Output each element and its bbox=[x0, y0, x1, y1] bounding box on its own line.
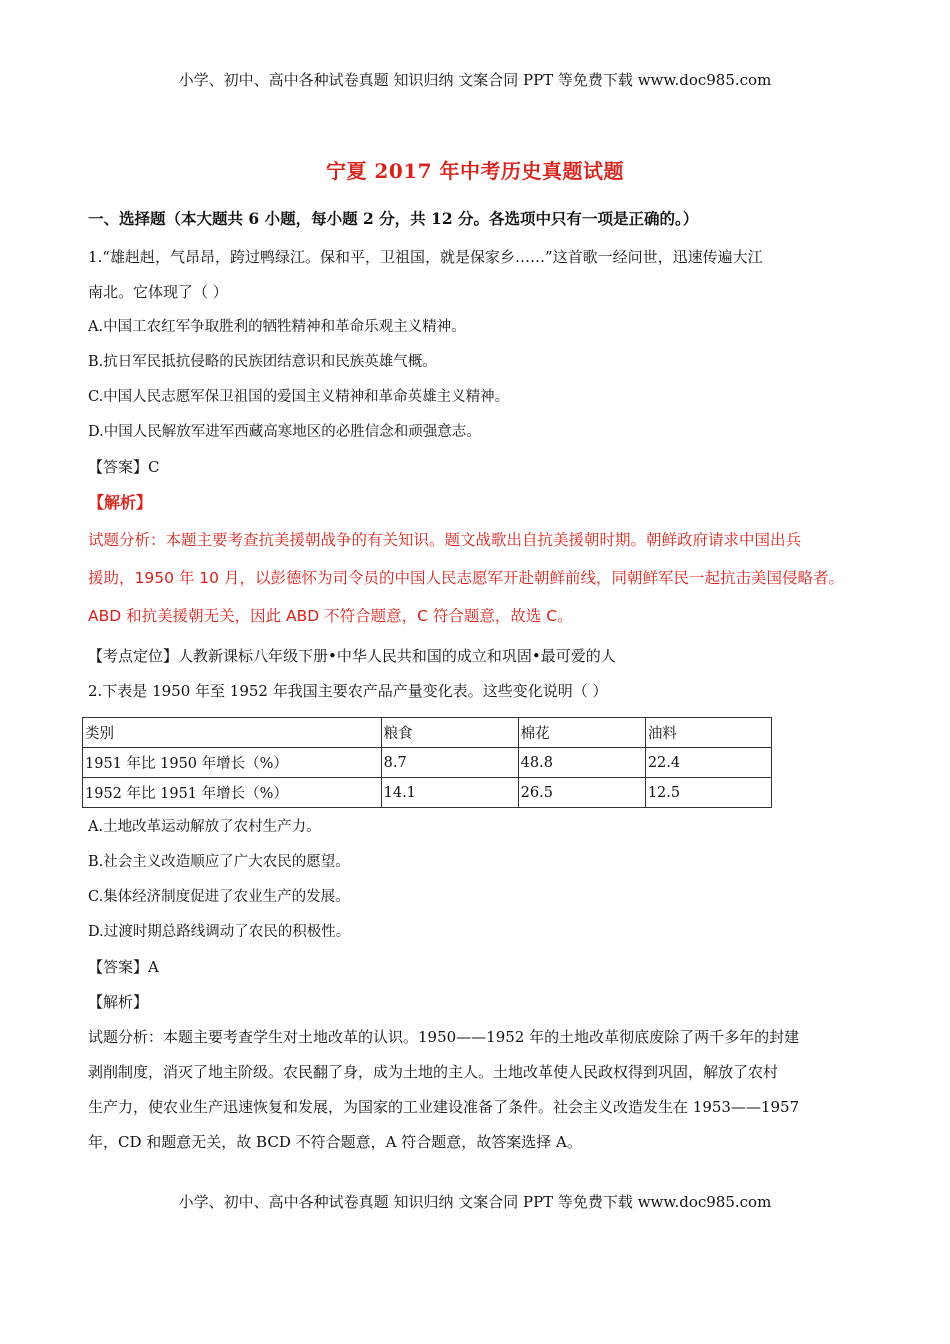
table-cell: 8.7 bbox=[381, 748, 518, 778]
q2-analysis-line: 试题分析：本题主要考查学生对土地改革的认识。1950——1952 年的土地改革彻底废除了两千多年的封建 bbox=[88, 1028, 800, 1046]
table-cell: 1951 年比 1950 年增长（%） bbox=[83, 748, 382, 778]
q2-stem: 2.下表是 1950 年至 1952 年我国主要农产品产量变化表。这些变化说明（ ） bbox=[88, 682, 608, 700]
page-title: 宁夏 2017 年中考历史真题试题 bbox=[325, 159, 625, 183]
q1-stem-line1: 1.“雄赳赳，气昂昂，跨过鸭绿江。保和平，卫祖国，就是保家乡……”这首歌一经问世，迅速传遍大江 bbox=[88, 248, 763, 266]
q2-analysis-label: 【解析】 bbox=[88, 993, 149, 1011]
q2-analysis-line: 剥削制度，消灭了地主阶级。农民翻了身，成为土地的主人。土地改革使人民政权得到巩固，解放了农村 bbox=[88, 1063, 779, 1081]
q1-option-d: D.中国人民解放军进军西藏高寒地区的必胜信念和顽强意志。 bbox=[88, 424, 481, 440]
q2-option-a: A.土地改革运动解放了农村生产力。 bbox=[88, 819, 321, 835]
q1-analysis-line: 试题分析：本题主要考查抗美援朝战争的有关知识。题文战歌出自抗美援朝时期。朝鲜政府请求中国出兵 bbox=[88, 531, 802, 549]
table-cell: 26.5 bbox=[518, 778, 645, 808]
table-cell: 1952 年比 1951 年增长（%） bbox=[83, 778, 382, 808]
q2-option-c: C.集体经济制度促进了农业生产的发展。 bbox=[88, 889, 350, 905]
production-table bbox=[82, 717, 772, 808]
page-footer: 小学、初中、高中各种试卷真题 知识归纳 文案合同 PPT 等免费下载 www.doc985.com bbox=[178, 1193, 772, 1211]
table-cell: 48.8 bbox=[518, 748, 645, 778]
table-header-cell: 粮食 bbox=[381, 718, 518, 748]
q2-option-d: D.过渡时期总路线调动了农民的积极性。 bbox=[88, 924, 351, 940]
q1-option-b: B.抗日军民抵抗侵略的民族团结意识和民族英雄气概。 bbox=[88, 354, 437, 370]
q1-analysis-line: 援助，1950 年 10 月，以彭德怀为司令员的中国人民志愿军开赴朝鲜前线，同朝鲜军民一起抗击美国侵略者。 bbox=[88, 569, 844, 587]
section-heading: 一、选择题（本大题共 6 小题，每小题 2 分，共 12 分。各选项中只有一项是正确的。） bbox=[88, 209, 699, 228]
q1-analysis-line: ABD 和抗美援朝无关，因此 ABD 不符合题意，C 符合题意，故选 C。 bbox=[88, 607, 573, 625]
table-header-row bbox=[83, 718, 772, 748]
q1-option-c: C.中国人民志愿军保卫祖国的爱国主义精神和革命英雄主义精神。 bbox=[88, 389, 510, 405]
table-header-cell: 类别 bbox=[83, 718, 382, 748]
q2-analysis-line: 年，CD 和题意无关，故 BCD 不符合题意，A 符合题意，故答案选择 A。 bbox=[88, 1133, 582, 1151]
q2-answer: 【答案】A bbox=[88, 958, 159, 976]
table-header-cell: 棉花 bbox=[518, 718, 645, 748]
q1-option-a: A.中国工农红军争取胜利的牺牲精神和革命乐观主义精神。 bbox=[88, 319, 466, 335]
table-cell: 12.5 bbox=[645, 778, 771, 808]
q2-option-b: B.社会主义改造顺应了广大农民的愿望。 bbox=[88, 854, 350, 870]
q2-analysis-line: 生产力，使农业生产迅速恢复和发展，为国家的工业建设准备了条件。社会主义改造发生在 1953——1957 bbox=[88, 1098, 800, 1116]
table-header-cell: 油料 bbox=[645, 718, 771, 748]
table-row bbox=[83, 748, 772, 778]
table-cell: 22.4 bbox=[645, 748, 771, 778]
q1-analysis-label: 【解析】 bbox=[88, 493, 153, 512]
document-body bbox=[85, 206, 870, 1160]
q1-answer: 【答案】C bbox=[88, 458, 160, 476]
q1-stem-line2: 南北。它体现了（ ） bbox=[88, 283, 228, 301]
table-row bbox=[83, 778, 772, 808]
table-cell: 14.1 bbox=[381, 778, 518, 808]
q1-kaodian: 【考点定位】人教新课标八年级下册•中华人民共和国的成立和巩固•最可爱的人 bbox=[88, 647, 616, 665]
page-header: 小学、初中、高中各种试卷真题 知识归纳 文案合同 PPT 等免费下载 www.doc985.com bbox=[178, 71, 772, 89]
